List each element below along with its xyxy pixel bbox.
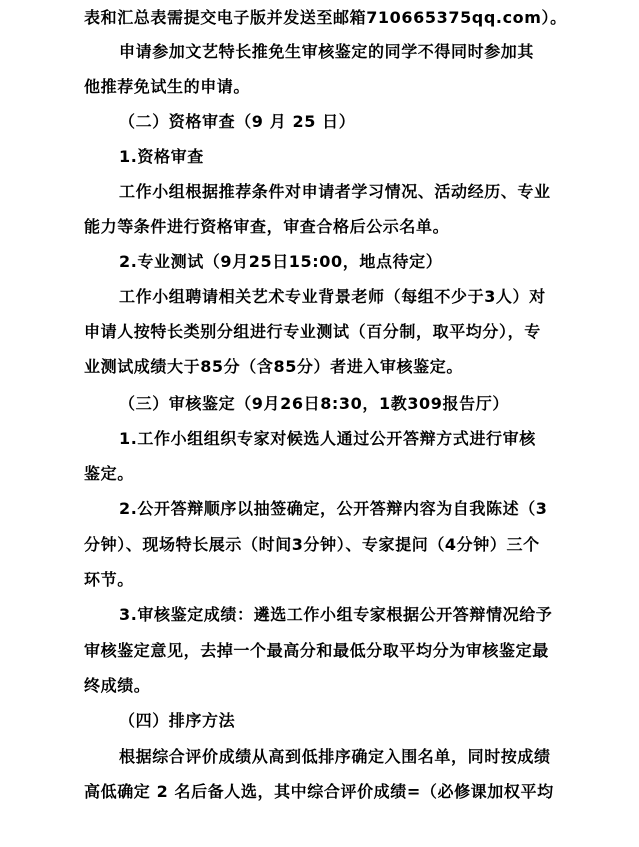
text-line-19: 审核鉴定意见，去掉一个最高分和最低分取平均分为审核鉴定最 <box>84 641 549 660</box>
text-line-16: 分钟）、现场特长展示（时间3分钟）、专家提问（4分钟）三个 <box>84 535 540 554</box>
subheading-qualification-review: 1.资格审查 <box>119 147 204 166</box>
text-line-14: 鉴定。 <box>84 464 134 483</box>
text-line-10: 申请人按特长类别分组进行专业测试（百分制，取平均分），专 <box>84 322 541 341</box>
subheading-professional-test: 2.专业测试（9月25日15:00，地点待定） <box>119 252 443 271</box>
section-heading-4: （四）排序方法 <box>119 711 236 730</box>
text-line-22: 根据综合评价成绩从高到低排序确定入围名单，同时按成绩 <box>119 747 551 766</box>
text-line-7: 能力等条件进行资格审查，审查合格后公示名单。 <box>84 217 450 236</box>
text-line-9: 工作小组聘请相关艺术专业背景老师（每组不少于3人）对 <box>119 287 546 306</box>
text-line-23: 高低确定 2 名后备人选，其中综合评价成绩=（必修课加权平均 <box>84 782 554 801</box>
text-line-18: 3.审核鉴定成绩：遴选工作小组专家根据公开答辩情况给予 <box>119 605 553 624</box>
text-line-15: 2.公开答辩顺序以抽签确定，公开答辩内容为自我陈述（3 <box>119 499 548 518</box>
text-line-2: 申请参加文艺特长推免生审核鉴定的同学不得同时参加其 <box>119 42 535 61</box>
section-heading-2: （二）资格审查（9 月 25 日） <box>119 112 356 131</box>
section-heading-3: （三）审核鉴定（9月26日8:30，1教309报告厅） <box>119 394 509 413</box>
text-line-13: 1.工作小组组织专家对候选人通过公开答辩方式进行审核 <box>119 429 536 448</box>
text-line-20: 终成绩。 <box>84 676 151 695</box>
text-line-6: 工作小组根据推荐条件对申请者学习情况、活动经历、专业 <box>119 182 551 201</box>
text-line-17: 环节。 <box>84 570 134 589</box>
text-line-1: 表和汇总表需提交电子版并发送至邮箱710665375qq.com）。 <box>84 8 567 27</box>
text-line-11: 业测试成绩大于85分（含85分）者进入审核鉴定。 <box>84 357 463 376</box>
text-line-3: 他推荐免试生的申请。 <box>84 77 251 96</box>
